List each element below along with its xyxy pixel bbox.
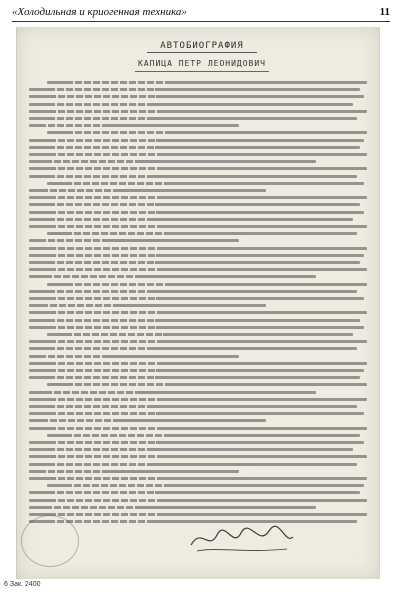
typed-line — [29, 326, 364, 329]
printer-signature: 6 Зак. 2400 — [4, 581, 41, 588]
typed-line — [29, 355, 239, 358]
typed-line — [29, 347, 357, 350]
typed-line — [29, 218, 353, 221]
typed-line — [47, 232, 357, 235]
typed-line — [29, 160, 316, 163]
typed-line — [29, 275, 316, 278]
typed-line — [47, 283, 367, 286]
typed-line — [47, 81, 367, 84]
typed-line — [29, 103, 353, 106]
typed-line — [29, 153, 367, 156]
typed-line — [29, 203, 360, 206]
document-heading: АВТОБИОГРАФИЯ — [147, 41, 257, 53]
typed-line — [29, 175, 357, 178]
stamp-mark — [21, 515, 79, 567]
typed-line — [47, 383, 367, 386]
typed-line — [29, 391, 316, 394]
typed-line — [47, 182, 364, 185]
typed-line — [29, 290, 357, 293]
typed-line — [29, 254, 364, 257]
typed-line — [29, 139, 364, 142]
typed-line — [29, 427, 367, 430]
name-underline — [135, 71, 269, 72]
typed-line — [29, 297, 364, 300]
typed-line — [47, 131, 367, 134]
typed-line — [29, 95, 364, 98]
typed-line — [29, 211, 364, 214]
typed-line — [29, 319, 360, 322]
typed-line — [29, 491, 360, 494]
typed-line — [29, 261, 360, 264]
typed-line — [29, 88, 360, 91]
typed-line — [29, 398, 367, 401]
typed-line — [29, 304, 266, 307]
typed-line — [29, 117, 357, 120]
typed-line — [29, 419, 266, 422]
typed-line — [29, 311, 367, 314]
typed-line — [29, 189, 266, 192]
typed-line — [29, 463, 357, 466]
typed-line — [29, 146, 360, 149]
typed-line — [29, 405, 357, 408]
typed-line — [47, 434, 360, 437]
running-header — [12, 6, 390, 20]
typed-line — [29, 247, 367, 250]
typed-line — [29, 110, 367, 113]
typed-line — [29, 340, 367, 343]
header-rule — [12, 21, 390, 22]
typed-line — [29, 239, 239, 242]
typed-document — [16, 27, 380, 579]
typed-line — [29, 513, 367, 516]
typed-line — [47, 333, 353, 336]
typed-line — [29, 470, 239, 473]
typed-line — [29, 441, 364, 444]
typed-line — [29, 362, 367, 365]
typed-line — [29, 167, 367, 170]
typed-line — [29, 448, 353, 451]
typed-line — [29, 455, 367, 458]
page-number: 11 — [379, 6, 390, 18]
document-name: КАПИЦА ПЕТР ЛЕОНИДОВИЧ — [138, 59, 266, 68]
typed-line — [29, 499, 367, 502]
typed-line — [29, 268, 367, 271]
typed-line — [29, 506, 316, 509]
typed-line — [29, 477, 367, 480]
journal-title: «Холодильная и криогенная техника» — [12, 6, 187, 18]
typed-line — [29, 376, 360, 379]
typed-line — [29, 124, 239, 127]
typed-line — [29, 412, 364, 415]
typed-line — [47, 484, 364, 487]
handwritten-signature — [187, 521, 297, 557]
typed-line — [29, 196, 367, 199]
typed-line — [29, 369, 364, 372]
typed-line — [29, 225, 367, 228]
